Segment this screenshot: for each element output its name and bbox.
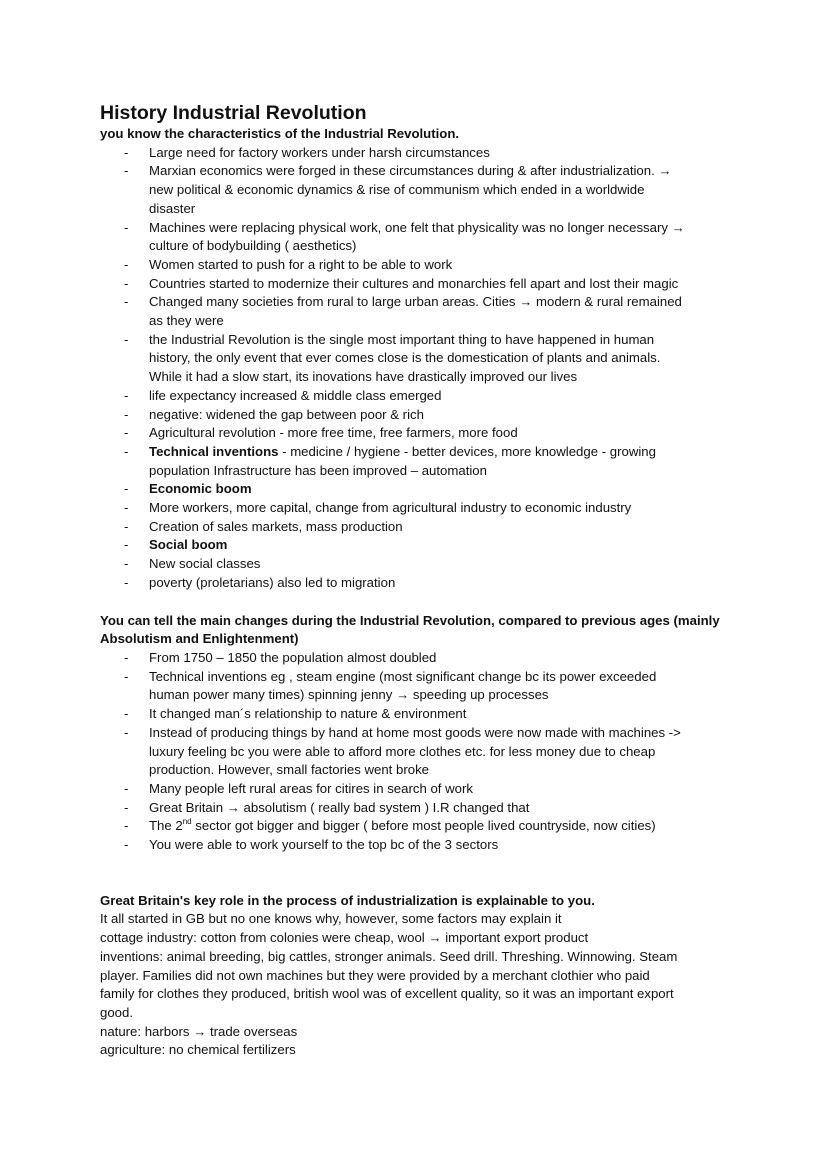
item-text: Women started to push for a right to be able to work (149, 256, 453, 272)
section-1-list (100, 144, 740, 593)
list-item (100, 817, 740, 836)
list-item (100, 406, 740, 425)
list-item (100, 836, 740, 855)
item-text: More workers, more capital, change from agricultural industry to economic industry (149, 500, 632, 516)
bullet-dash: - (124, 780, 129, 796)
bullet-dash: - (124, 818, 129, 834)
item-text: The 2 (149, 818, 183, 834)
list-item (100, 162, 740, 218)
item-text: the Industrial Revolution is the single most important thing to have happened in human history, the only event that ever comes close is the domestication of plants and animals. While it had a slow start, its inovations have drastically improved our lives (149, 331, 661, 385)
bullet-dash: - (124, 331, 129, 347)
list-item (100, 293, 740, 330)
bullet-dash: - (124, 837, 129, 853)
bold-text: Technical inventions (149, 443, 279, 459)
list-item (100, 424, 740, 443)
item-text: negative: widened the gap between poor & rich (149, 406, 424, 422)
item-text: Instead of producing things by hand at home most goods were now made with machines -> luxury feeling bc you were able to afford more clothes etc. for less money due to cheap production. However, small factories went broke (149, 724, 681, 778)
bullet-dash: - (124, 537, 129, 553)
superscript: nd (182, 817, 192, 827)
bullet-dash: - (124, 556, 129, 572)
bullet-dash: - (124, 443, 129, 459)
item-text: Machines were replacing physical work, one felt that physicality was no longer necessary → culture of bodybuilding ( aesthetics) (149, 219, 685, 254)
list-item (100, 649, 740, 668)
list-item (100, 668, 740, 705)
item-text: Many people left rural areas for citires in search of work (149, 780, 473, 796)
section-1-heading: you know the characteristics of the Industrial Revolution. (100, 126, 460, 141)
bold-text: Social boom (149, 537, 228, 553)
list-item (100, 499, 740, 518)
item-text: Changed many societies from rural to large urban areas. Cities → modern & rural remained as they were (149, 294, 682, 329)
list-item (100, 705, 740, 724)
bullet-dash: - (124, 518, 129, 534)
item-text: - medicine / hygiene - better devices, more knowledge - growing population Infrastructure has been improved – automation (149, 443, 656, 478)
bullet-dash: - (124, 387, 129, 403)
list-item (100, 331, 740, 387)
item-text: Large need for factory workers under harsh circumstances (149, 144, 490, 160)
bullet-dash: - (124, 574, 129, 590)
item-text: Agricultural revolution - more free time, free farmers, more food (149, 425, 518, 441)
section-2-list (100, 649, 740, 855)
list-item (100, 443, 740, 480)
list-item (100, 275, 740, 294)
item-text: Technical inventions eg , steam engine (most significant change bc its power exceeded human power many times) spinning jenny → speeding up processes (149, 668, 657, 703)
list-item (100, 536, 740, 555)
item-text: It changed man´s relationship to nature & environment (149, 706, 467, 722)
section-3-paragraph: It all started in GB but no one knows why, however, some factors may explain it cottage industry: cotton from colonies were cheap, wool → important export product inventions: animal breeding, big cattles, stronger animals. Seed drill. Threshing. Winnowing. Steam player. Families did not own machines but they were provided by a merchant clothier who paid family for clothes they produced, british wool was of excellent quality, so it was an important export good. nature: harbors → trade overseas agriculture: no chemical fertilizers (100, 911, 678, 1058)
item-text: Countries started to modernize their cultures and monarchies fell apart and lost their magic (149, 275, 679, 291)
section-3-heading: Great Britain's key role in the process of industrialization is explainable to you. (100, 892, 595, 908)
list-item (100, 518, 740, 537)
bullet-dash: - (124, 500, 129, 516)
list-item (100, 144, 740, 163)
bullet-dash: - (124, 163, 129, 179)
item-text: poverty (proletarians) also led to migration (149, 574, 396, 590)
bullet-dash: - (124, 799, 129, 815)
document-title: History Industrial Revolution (100, 102, 367, 124)
bullet-dash: - (124, 724, 129, 740)
item-text: Marxian economics were forged in these circumstances during & after industrialization. → new political & economic dynamics & rise of communism which ended in a worldwide disaster (149, 163, 672, 216)
document-page (100, 101, 740, 1060)
bullet-dash: - (124, 144, 129, 160)
bullet-dash: - (124, 256, 129, 272)
bullet-dash: - (124, 294, 129, 310)
list-item (100, 724, 740, 780)
bullet-dash: - (124, 649, 129, 665)
item-text: life expectancy increased & middle class emerged (149, 387, 442, 403)
list-item (100, 574, 740, 593)
bold-text: Economic boom (149, 481, 252, 497)
bullet-dash: - (124, 481, 129, 497)
bullet-dash: - (124, 668, 129, 684)
bullet-dash: - (124, 706, 129, 722)
section-2-heading: You can tell the main changes during the Industrial Revolution, compared to previous ages (mainly Absolutism and Enlightenment) (100, 612, 720, 647)
item-text: You were able to work yourself to the top bc of the 3 sectors (149, 837, 499, 853)
item-text: Great Britain → absolutism ( really bad system ) I.R changed that (149, 799, 530, 815)
list-item (100, 555, 740, 574)
bullet-dash: - (124, 219, 129, 235)
item-text: New social classes (149, 556, 261, 572)
list-item (100, 799, 740, 818)
list-item (100, 256, 740, 275)
item-text: sector got bigger and bigger ( before most people lived countryside, now cities) (191, 818, 656, 834)
list-item (100, 480, 740, 499)
list-item (100, 780, 740, 799)
list-item (100, 219, 740, 256)
bullet-dash: - (124, 406, 129, 422)
list-item (100, 387, 740, 406)
bullet-dash: - (124, 275, 129, 291)
item-text: From 1750 – 1850 the population almost doubled (149, 649, 437, 665)
item-text: Creation of sales markets, mass production (149, 518, 403, 534)
bullet-dash: - (124, 425, 129, 441)
